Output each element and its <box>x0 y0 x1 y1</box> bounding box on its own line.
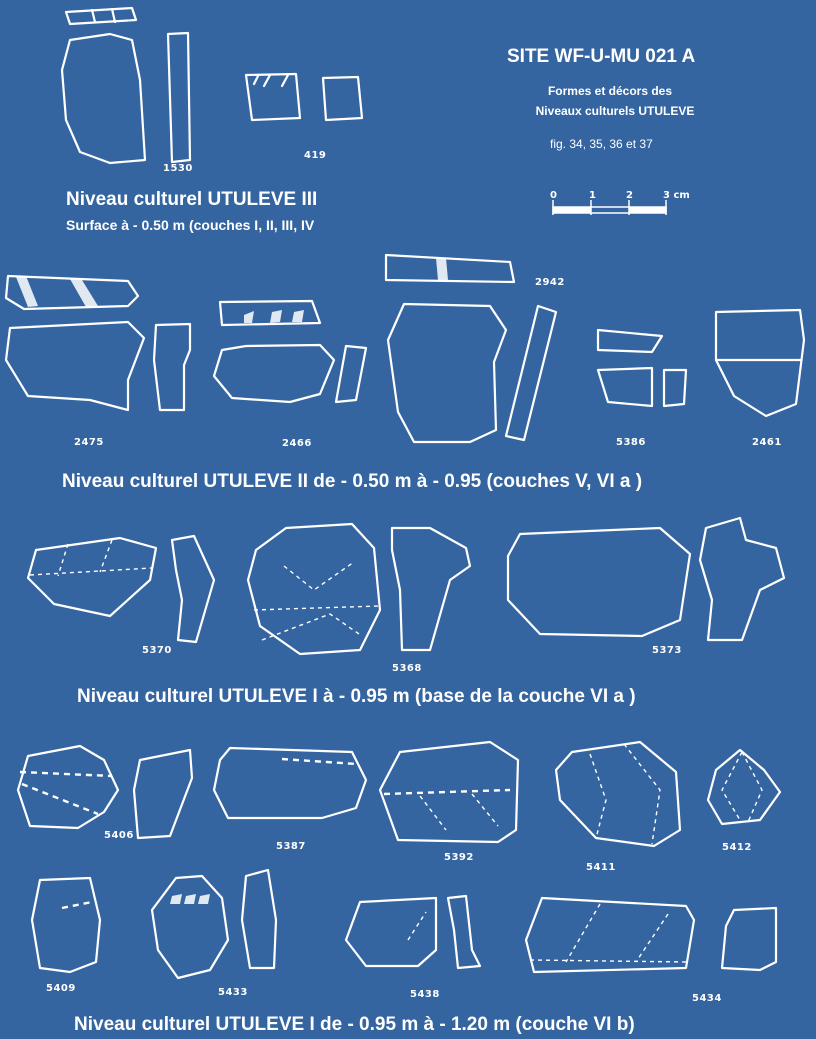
plate-title: SITE WF-U-MU 021 A <box>507 46 696 67</box>
level-utuleve-i-a-title: Niveau culturel UTULEVE I à - 0.95 m (base de la couche VI a ) <box>77 686 636 707</box>
label-5438: 5438 <box>410 989 440 1000</box>
artefact-2461 <box>716 310 804 416</box>
artefact-5406 <box>18 746 192 838</box>
label-5409: 5409 <box>46 983 76 994</box>
label-5387: 5387 <box>276 841 306 852</box>
level-utuleve-ii-title: Niveau culturel UTULEVE II de - 0.50 m à - 0.95 (couches V, VI a ) <box>62 471 643 492</box>
artefact-5387 <box>214 748 366 818</box>
artefact-5386 <box>598 330 686 406</box>
artefact-5438 <box>346 896 480 968</box>
artefact-1530 <box>62 8 190 163</box>
scale-tick-1: 1 <box>589 190 596 201</box>
figure-reference: fig. 34, 35, 36 et 37 <box>550 137 653 151</box>
label-2942: 2942 <box>535 277 565 288</box>
artefact-5412 <box>708 750 780 824</box>
label-419: 419 <box>304 150 327 161</box>
scale-tick-0: 0 <box>550 190 557 201</box>
artefact-5392 <box>380 742 518 842</box>
label-5406: 5406 <box>104 830 134 841</box>
scale-bar <box>550 190 690 215</box>
label-5411: 5411 <box>586 862 616 873</box>
artefact-5411 <box>556 742 680 846</box>
label-5433: 5433 <box>218 987 248 998</box>
level-utuleve-iii-depth: Surface à - 0.50 m (couches I, II, III, IV <box>66 217 315 233</box>
scale-tick-3: 3 cm <box>663 190 690 201</box>
level-utuleve-i-b-title: Niveau culturel UTULEVE I de - 0.95 m à - 1.20 m (couche VI b) <box>74 1014 635 1035</box>
scale-tick-2: 2 <box>626 190 633 201</box>
artefact-2475 <box>6 276 190 410</box>
label-1530: 1530 <box>163 163 193 174</box>
level-utuleve-iii-title: Niveau culturel UTULEVE III <box>66 189 318 210</box>
artefact-5409 <box>32 878 100 972</box>
label-5392: 5392 <box>444 852 474 863</box>
label-2461: 2461 <box>752 437 782 448</box>
artefact-2942 <box>386 255 556 442</box>
label-2475: 2475 <box>74 437 104 448</box>
plate-subtitle-line1: Formes et décors des <box>547 84 673 98</box>
label-5370: 5370 <box>142 645 172 656</box>
label-5434: 5434 <box>692 993 722 1004</box>
artefact-2466 <box>214 301 366 402</box>
artefact-5368 <box>248 524 470 654</box>
artefact-5433 <box>152 870 276 978</box>
label-5412: 5412 <box>722 842 752 853</box>
label-5373: 5373 <box>652 645 682 656</box>
label-2466: 2466 <box>282 438 312 449</box>
artefact-419 <box>246 74 362 120</box>
label-5386: 5386 <box>616 437 646 448</box>
artefact-5434 <box>526 898 776 972</box>
label-5368: 5368 <box>392 663 422 674</box>
artefact-5373 <box>508 518 784 640</box>
artefact-5370 <box>28 536 214 642</box>
plate-subtitle-line2: Niveaux culturels UTULEVE <box>535 104 695 118</box>
